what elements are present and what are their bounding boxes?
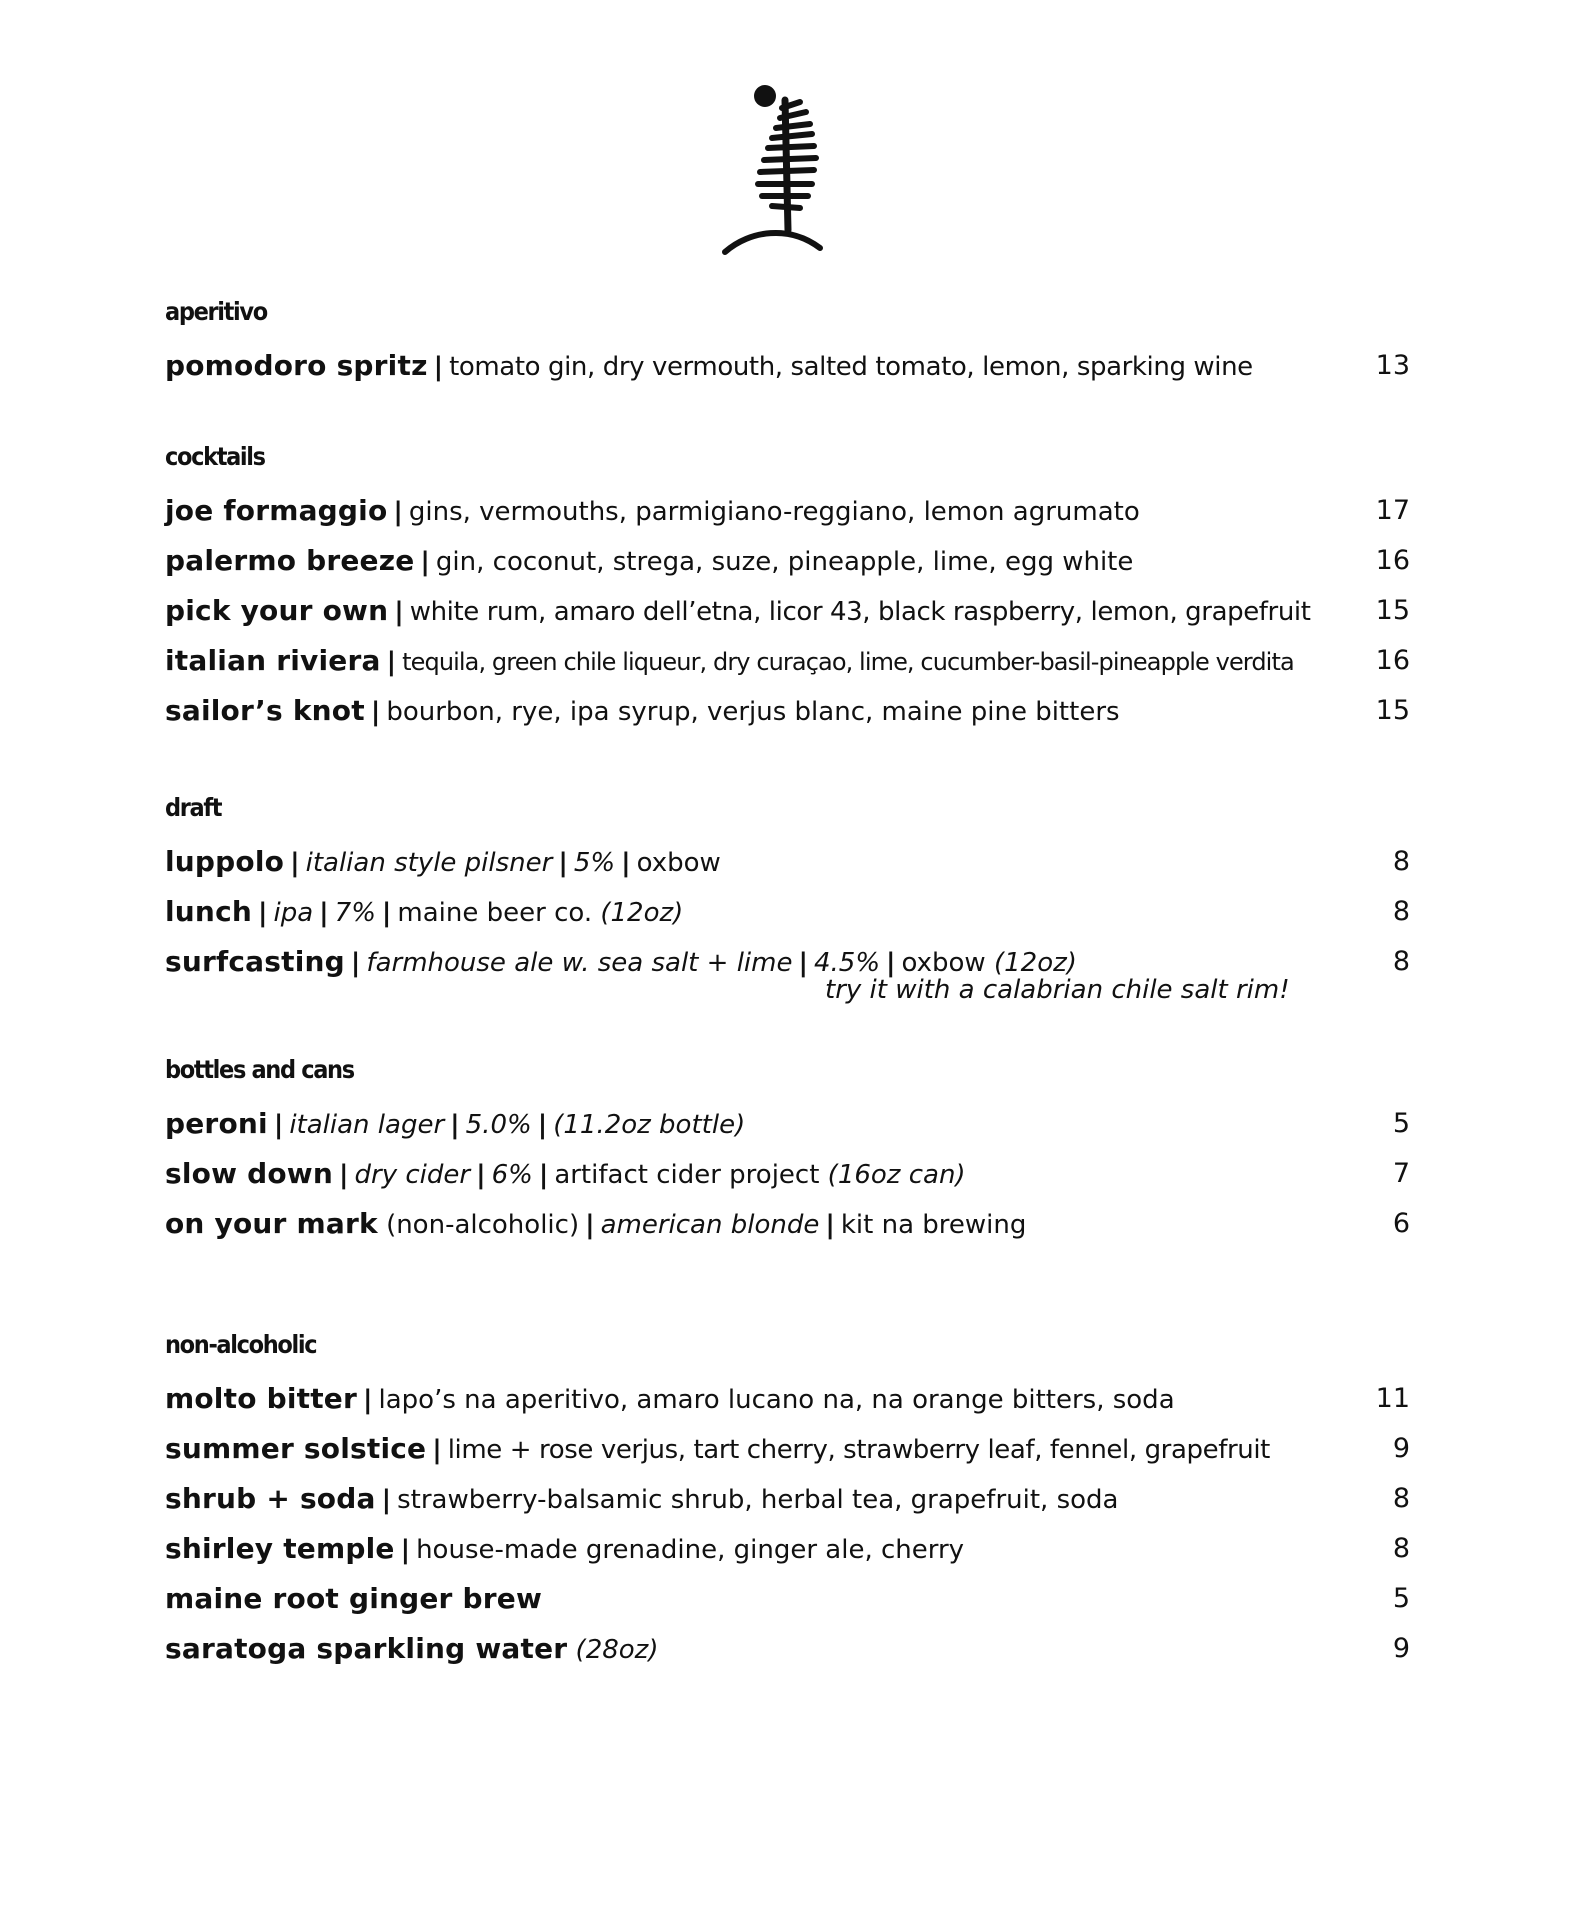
item-name: surfcasting <box>165 945 345 978</box>
item-size: (28oz) <box>575 1635 659 1665</box>
item-desc: lapo’s na aperitivo, amaro lucano na, na orange bitters, soda <box>378 1385 1175 1415</box>
item-name: palermo breeze <box>165 544 415 577</box>
item-name: peroni <box>165 1107 268 1140</box>
item-style: dry cider <box>354 1160 471 1190</box>
item-desc: strawberry-balsamic shrub, herbal tea, grapefruit, soda <box>397 1485 1119 1515</box>
item-size: (11.2oz bottle) <box>553 1110 746 1140</box>
item-desc: tomato gin, dry vermouth, salted tomato, lemon, sparking wine <box>449 352 1253 382</box>
item-price: 8 <box>1392 1533 1410 1564</box>
menu-item: joe formaggio | gins, vermouths, parmigiano-reggiano, lemon agrumato 17 <box>165 486 1410 536</box>
item-name: italian riviera <box>165 644 381 677</box>
item-price: 6 <box>1392 1208 1410 1239</box>
section-title: aperitivo <box>165 297 267 326</box>
item-desc: gin, coconut, strega, suze, pineapple, lime, egg white <box>435 547 1134 577</box>
menu-item: pomodoro spritz | tomato gin, dry vermouth, salted tomato, lemon, sparking wine 13 <box>165 341 1410 391</box>
item-name: joe formaggio <box>165 494 388 527</box>
item-style: italian style pilsner <box>305 848 553 878</box>
item-abv: 5% <box>573 848 616 878</box>
moon-icon <box>754 85 776 107</box>
menu-item: shirley temple | house-made grenadine, ginger ale, cherry 8 <box>165 1524 1410 1574</box>
item-style: farmhouse ale w. sea salt + lime <box>366 948 793 978</box>
item-desc: gins, vermouths, parmigiano-reggiano, lemon agrumato <box>408 497 1140 527</box>
item-name: saratoga sparkling water <box>165 1632 568 1665</box>
item-price: 17 <box>1375 495 1410 526</box>
item-abv: 7% <box>334 898 376 928</box>
item-name: slow down <box>165 1157 333 1190</box>
item-name: summer solstice <box>165 1432 427 1465</box>
item-price: 13 <box>1375 350 1410 381</box>
item-desc: white rum, amaro dell’etna, licor 43, black raspberry, lemon, grapefruit <box>409 597 1311 627</box>
item-price: 8 <box>1392 946 1410 977</box>
item-price: 8 <box>1392 896 1410 927</box>
item-price: 16 <box>1375 545 1410 576</box>
item-size: (12oz) <box>993 948 1077 978</box>
menu-item: lunch | ipa | 7% | maine beer co. (12oz) 8 <box>165 887 1410 937</box>
menu-item: summer solstice | lime + rose verjus, tart cherry, strawberry leaf, fennel, grapefruit 9 <box>165 1424 1410 1474</box>
item-size: (12oz) <box>600 898 684 928</box>
pine-tree-logo <box>720 80 840 255</box>
section-non-alcoholic <box>165 1328 1410 1674</box>
item-qualifier: (non-alcoholic) <box>386 1210 580 1240</box>
item-brewer: oxbow <box>636 848 721 878</box>
menu-item: slow down | dry cider | 6% | artifact cider project (16oz can) 7 <box>165 1149 1410 1199</box>
menu-item: molto bitter | lapo’s na aperitivo, amaro lucano na, na orange bitters, soda 11 <box>165 1374 1410 1424</box>
section-aperitivo <box>165 295 1410 391</box>
section-title: cocktails <box>165 442 265 471</box>
section-draft <box>165 791 1410 987</box>
item-style: italian lager <box>289 1110 445 1140</box>
item-price: 8 <box>1392 1483 1410 1514</box>
item-price: 15 <box>1375 695 1410 726</box>
item-desc: lime + rose verjus, tart cherry, strawberry leaf, fennel, grapefruit <box>447 1435 1270 1465</box>
item-price: 16 <box>1375 645 1410 676</box>
item-name: maine root ginger brew <box>165 1582 543 1615</box>
item-style: ipa <box>273 898 314 928</box>
item-name: pick your own <box>165 594 389 627</box>
section-cocktails <box>165 440 1410 736</box>
menu-item <box>165 1624 1410 1674</box>
item-price: 9 <box>1392 1433 1410 1464</box>
item-abv: 4.5% <box>813 948 881 978</box>
item-brewer: maine beer co. <box>397 898 593 928</box>
item-name: sailor’s knot <box>165 694 365 727</box>
item-price: 8 <box>1392 846 1410 877</box>
section-title: non-alcoholic <box>165 1330 317 1359</box>
item-brewer: kit na brewing <box>840 1210 1027 1240</box>
menu-item: pick your own | white rum, amaro dell’etna, licor 43, black raspberry, lemon, grapefruit 15 <box>165 586 1410 636</box>
menu-item: on your mark (non-alcoholic) | american blonde | kit na brewing 6 <box>165 1199 1410 1249</box>
menu-item <box>165 1574 1410 1624</box>
menu-item: peroni | italian lager | 5.0% | (11.2oz bottle) 5 <box>165 1099 1410 1149</box>
item-price: 5 <box>1392 1583 1410 1614</box>
serving-note: try it with a calabrian chile salt rim! <box>825 975 1290 1005</box>
item-size: (16oz can) <box>827 1160 966 1190</box>
item-desc: bourbon, rye, ipa syrup, verjus blanc, maine pine bitters <box>386 697 1120 727</box>
item-name: luppolo <box>165 845 285 878</box>
item-price: 11 <box>1375 1383 1410 1414</box>
item-price: 7 <box>1392 1158 1410 1189</box>
menu-item: sailor’s knot | bourbon, rye, ipa syrup, verjus blanc, maine pine bitters 15 <box>165 686 1410 736</box>
item-price: 15 <box>1375 595 1410 626</box>
section-bottles-and-cans <box>165 1053 1410 1249</box>
item-desc: house-made grenadine, ginger ale, cherry <box>416 1535 965 1565</box>
item-name: shrub + soda <box>165 1482 376 1515</box>
item-desc: tequila, green chile liqueur, dry curaçao, lime, cucumber-basil-pineapple verdita <box>402 648 1294 676</box>
item-brewer: artifact cider project <box>554 1160 820 1190</box>
item-name: molto bitter <box>165 1382 357 1415</box>
item-style: american blonde <box>600 1210 820 1240</box>
item-abv: 6% <box>491 1160 533 1190</box>
menu-item: luppolo | italian style pilsner | 5% | oxbow 8 <box>165 837 1410 887</box>
item-price: 5 <box>1392 1108 1410 1139</box>
menu-item: palermo breeze | gin, coconut, strega, suze, pineapple, lime, egg white 16 <box>165 536 1410 586</box>
menu-item: surfcasting | farmhouse ale w. sea salt + lime | 4.5% | oxbow (12oz) 8 <box>165 937 1410 987</box>
item-price: 9 <box>1392 1633 1410 1664</box>
item-name: pomodoro spritz <box>165 349 428 382</box>
item-name: on your mark <box>165 1207 378 1240</box>
menu-item: italian riviera | tequila, green chile liqueur, dry curaçao, lime, cucumber-basil-pineapple verdita 16 <box>165 636 1410 686</box>
menu-item: shrub + soda | strawberry-balsamic shrub, herbal tea, grapefruit, soda 8 <box>165 1474 1410 1524</box>
section-title: bottles and cans <box>165 1055 354 1084</box>
item-abv: 5.0% <box>465 1110 532 1140</box>
section-title: draft <box>165 793 222 822</box>
item-brewer: oxbow <box>901 948 986 978</box>
item-name: lunch <box>165 895 252 928</box>
item-name: shirley temple <box>165 1532 395 1565</box>
